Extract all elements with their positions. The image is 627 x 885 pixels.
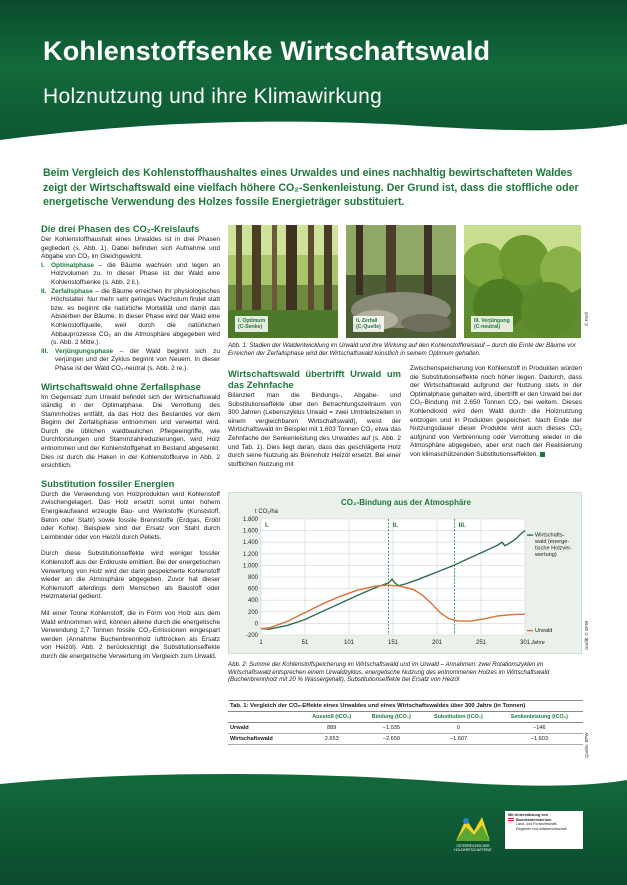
phase-item [41, 348, 220, 374]
chart-phase-label: I. [265, 522, 269, 529]
table-cell: Wirtschaftswald [228, 734, 302, 745]
photo-label: III. Verjüngung (C-neutral) [471, 316, 513, 332]
section-text-substitution-1: Durch die Verwendung von Holzprodukten wird Kohlenstoff zwischengelagert. Das Holz ersetzt somit unter hohem Energieaufwand erzeugte Bau- und Werkstoffe (Kunststoff, Beton oder Stahl) sowie fossile Brennstoffe (Erdgas, Erdöl oder Kohle). Beispiele sind der Ersatz von Stahl durch Leimbinder oder von Heizöl durch Pellets. [41, 490, 220, 541]
photo-zerfall [346, 225, 456, 338]
table-header: Ausstoß (tCO₂) [302, 712, 361, 723]
table-header: Bindung (tCO₂) [361, 712, 421, 723]
ministry-line: Bundesministerium [516, 817, 552, 822]
support-title: Mit Unterstützung von [508, 813, 549, 817]
section-heading-phases: Die drei Phasen des CO₂-Kreislaufs [41, 223, 200, 234]
chart-phase-label: III. [458, 522, 466, 529]
section-text-substitution-2: Durch diese Substitutionseffekte wird weniger fossiler Kohlenstoff aus der Erdkruste emittiert. Bei der energetischen Verwertung von Holz wird der darin gespeicherte Kohlenstoff wieder an die Atmosphäre abgegeben. Zuvor hat dieser Kohlenstoff allerdings dem Menschen als Baustoff oder Heizmaterial gedient. [41, 550, 220, 601]
chart-svg [229, 493, 583, 655]
table-header-row [228, 712, 583, 723]
phase-name: Optimalphase [51, 261, 94, 269]
ministry-line: Land- und Forstwirtschaft, [516, 822, 558, 827]
figure-caption-1: Abb. 1: Stadien der Waldentwicklung im Urwald und ihre Wirkung auf den Kohlenstoffkreislauf – durch die Ernte der Bäume vor Erreichen der Zerfallsphase wird der Wirtschaftswald künstlich in seinem Optimum gehalten. [228, 342, 576, 357]
end-marker-icon [540, 452, 545, 457]
chart-y-tick-label: 800 [247, 575, 258, 581]
section-text-phases: Der Kohlenstoffhaushalt eines Urwaldes ist in drei Phasen gegliedert (s. Abb. 1). Dabei befinden sich Aufnahme und Abgabe von CO₂ im Gleichgewicht. [41, 236, 220, 261]
ministry-logo-box [505, 811, 583, 849]
chart-title: CO₂-Bindung aus der Atmosphäre [341, 498, 471, 507]
phase-text: – die Bäume erreichen ihr physiologisches Höchstalter. Nur mehr sehr geringes Wachstum findet statt bzw. es beginnt die natürliche Mortalität und damit das Absterben der Bäume. In dieser Phase wird der Wald eine Kohlenstoffquelle, weil durch die natürlichen Abbauprozesse CO₂ an die Atmosphäre abgegeben wird (s. Abb. 2 Mitte.). [51, 287, 220, 347]
chart-x-tick-label: 51 [301, 640, 309, 646]
table-cell: Urwald [228, 723, 302, 734]
table-cell: −1.603 [496, 734, 583, 745]
chart-x-axis-label: Jahre [531, 640, 545, 646]
phase-name: Verjüngungsphase [55, 347, 114, 355]
table-cell: −1.607 [421, 734, 495, 745]
chart-x-tick-label: 1 [259, 640, 263, 646]
chart-legend-label: wald (energe- [535, 539, 570, 546]
chart-y-tick-label: 200 [247, 609, 258, 616]
page-title: Kohlenstoffsenke Wirtschaftswald [43, 36, 491, 66]
chart-y-tick-label: 400 [247, 598, 258, 605]
chart-y-tick-label: 1.200 [242, 551, 258, 558]
chart-y-tick-label: 1.800 [242, 517, 258, 523]
comparison-table [228, 712, 583, 745]
phase-item [41, 288, 220, 348]
photo-optimum [228, 225, 338, 338]
page-subtitle: Holznutzung und ihre Klimawirkung [43, 85, 383, 108]
table-header [228, 712, 302, 723]
table-cell: 889 [302, 723, 361, 734]
forest-photos [228, 225, 581, 338]
photo-credit: © Pröll [584, 312, 589, 326]
chart-legend-label: Wirtschafts- [535, 532, 565, 539]
phase-name: Zerfallsphase [51, 287, 93, 295]
chart-x-tick-label: 301 [519, 640, 531, 646]
chart-phase-label: II. [392, 522, 399, 529]
section-text-wirtschaftswald: Im Gegensatz zum Urwald befindet sich der Wirtschaftswald ständig in der Optimalphase. Die Verrottung des Stammholzes entfällt, da das Holz des Bestandes vor dem Beginn der Zerfallsphase entnommen und verwertet wird. Durch die üblichen waldbaulichen Pflegeeingriffe, wie Durchforstungen und Stammzahlreduzierungen, wird Holz entnommen und der Kohlenstoffgehalt im Bestand abgesenkt. Dies ist durch die Haken in der Kohlenstoffkurve in Abb. 2 ersichtlich. [41, 393, 220, 470]
section-heading-vergleich: Wirtschaftswald übertrifft Urwald um das Zehnfache [228, 368, 401, 390]
section-text-vergleich: Bilanziert man die Bindungs-, Abgabe- und Substitutionseffekte über den Betrachtungszeitraum von 300 Jahren (Lebenszyklus Urwald = zwei Umtriebszeiten in einem vergleichbaren Wirtschaftswald), weist der Wirtschaftswald im Beispiel mit 1.603 Tonnen CO₂ etwa das Zehnfache der Senkenleistung des Urwaldes auf (s. Abb. 2 und Tab. 1). Dies liegt daran, dass das geschlägerte Holz durch seine Nutzung als Brennholz Heizöl ersetzt. Bei einer stofflichen Nutzung mit [228, 392, 401, 468]
chart-credit: Grafik: © BFW [584, 620, 589, 650]
section-text-substitution-3: Mit einer Tonne Kohlenstoff, die in Form von Holz aus dem Wald entnommen wird, können alleine durch die energetische Verwendung 2,7 Tonnen fossile CO₂-Emissionen eingespart werden (Annahme Buchenbrennholz lufttrocken als Ersatz von Heizöl). Abb. 2 berücksichtigt die Substitutionseffekte durch die energetische Verwertung im Vergleich zum Urwald. [41, 609, 220, 660]
phase-text: – der Wald beginnt sich zu verjüngen und der Zyklus beginnt von Neuem. In dieser Phase ist der Wald CO₂-neutral (s. Abb. 2 re.). [55, 347, 220, 372]
section-heading-wirtschaftswald: Wirtschaftswald ohne Zerfallsphase [41, 380, 201, 392]
phase-number: I. [41, 261, 45, 269]
phase-text: – die Bäume wachsen und legen an Holzvolumen zu. In dieser Phase ist der Wald eine Kohlenstoffsenke (s. Abb. 2 li.). [51, 261, 220, 286]
chart-y-tick-label: 1.000 [242, 563, 258, 570]
header-banner [0, 0, 627, 148]
chart-y-tick-label: 1.400 [242, 540, 258, 547]
phase-item [41, 262, 220, 288]
table-row [228, 723, 583, 734]
chart-y-axis-label: t CO₂/ha [255, 509, 279, 515]
chart-y-tick-label: -200 [245, 633, 258, 639]
photo-label: II. Zerfall (C-Quelle) [353, 316, 384, 332]
chart-legend-label: tische Holzver- [535, 545, 572, 552]
chart-y-tick-label: 600 [247, 586, 258, 593]
austria-flag-icon [508, 818, 514, 821]
phase-number: II. [41, 287, 47, 295]
chart-y-tick-label: 0 [254, 621, 258, 628]
holzwirtschaftsrat-logo-text: ÖSTERREICHISCHER HOLZWIRTSCHAFTSRAT [454, 844, 492, 852]
chart-y-tick-label: 1.600 [242, 528, 258, 535]
section-heading-substitution: Substitution fossiler Energien [41, 477, 175, 489]
intro-text: Beim Vergleich des Kohlenstoffhaushaltes eines Urwaldes und eines nachhaltig bewirtschafteten Waldes zeigt der Wirtschaftswald eine vielfach höhere CO₂-Senkenleistung. Der Grund ist, dass die stoffliche oder energetische Verwendung des Holzes fossile Energieträger substituiert. [43, 167, 579, 208]
table-cell: −2.650 [361, 734, 421, 745]
holzwirtschaftsrat-logo [452, 813, 494, 845]
table-row [228, 734, 583, 745]
middle-column [228, 368, 401, 469]
table-credit: Quelle: BFW [584, 732, 589, 758]
ministry-line: Regionen und Wasserwirtschaft [516, 826, 567, 831]
chart-x-tick-label: 251 [475, 640, 487, 646]
phase-number: III. [41, 347, 49, 355]
left-column [41, 223, 220, 662]
table-title: Tab. 1: Vergleich der CO₂-Effekte eines Urwaldes und eines Wirtschaftswaldes über 300 Jahre (in Tonnen) [228, 700, 583, 712]
section-text-vergleich-continued: Zwischenspeicherung von Kohlenstoff in Produkten würden die Substitutionseffekte noch höher liegen. Dadurch, dass der Wirtschaftswald aufgrund der Nutzung stets in der Optimalphase gehalten wird, übertrifft er den Urwald bei der CO₂-Bindung mit 2.650 Tonnen CO₂ bei weitem. Dieses Kohlendioxid wird dem Wald durch die Holznutzung entzogen und in Produkten gespeichert. Nach Ende der Nutzungsdauer dieser Produkte wird auch dieses CO₂ aufgrund von Verbrennung oder Verrottung wieder in die Atmosphäre abgegeben, aber erst nach der Realisierung von klimaschützenden Substitutionseffekten. [410, 365, 582, 458]
chart-x-tick-label: 151 [387, 640, 399, 646]
header-wave [0, 118, 627, 148]
photo-verjuengung [464, 225, 581, 338]
chart-x-tick-label: 201 [431, 640, 443, 646]
table-cell: −146 [496, 723, 583, 734]
co2-chart [228, 492, 582, 654]
table-header: Substitution (tCO₂) [421, 712, 495, 723]
chart-legend-label: Urwald [535, 628, 553, 635]
photo-label: I. Optimum (C-Senke) [235, 316, 268, 332]
figure-caption-2: Abb. 2: Summe der Kohlenstoffspeicherung im Wirtschaftswald und im Urwald – Annahmen: zwei Rotationszyklen im Wirtschaftswald entsprechen einem Urwaldzyklus, energetische Nutzung des entnommenen Holzes im Wirtschaftswald (Buchenbrennholz mit 20 % Wassergehalt), Substitutionseffekte bei Ersatz von Heizöl [228, 661, 550, 684]
right-column [410, 365, 582, 460]
table-cell: 2.653 [302, 734, 361, 745]
table-header: Senkenleistung (tCO₂) [496, 712, 583, 723]
comparison-table-box [228, 700, 583, 745]
table-cell: 0 [421, 723, 495, 734]
chart-legend-label: wertung) [535, 552, 557, 559]
chart-x-tick-label: 101 [343, 640, 355, 646]
table-cell: −1.035 [361, 723, 421, 734]
